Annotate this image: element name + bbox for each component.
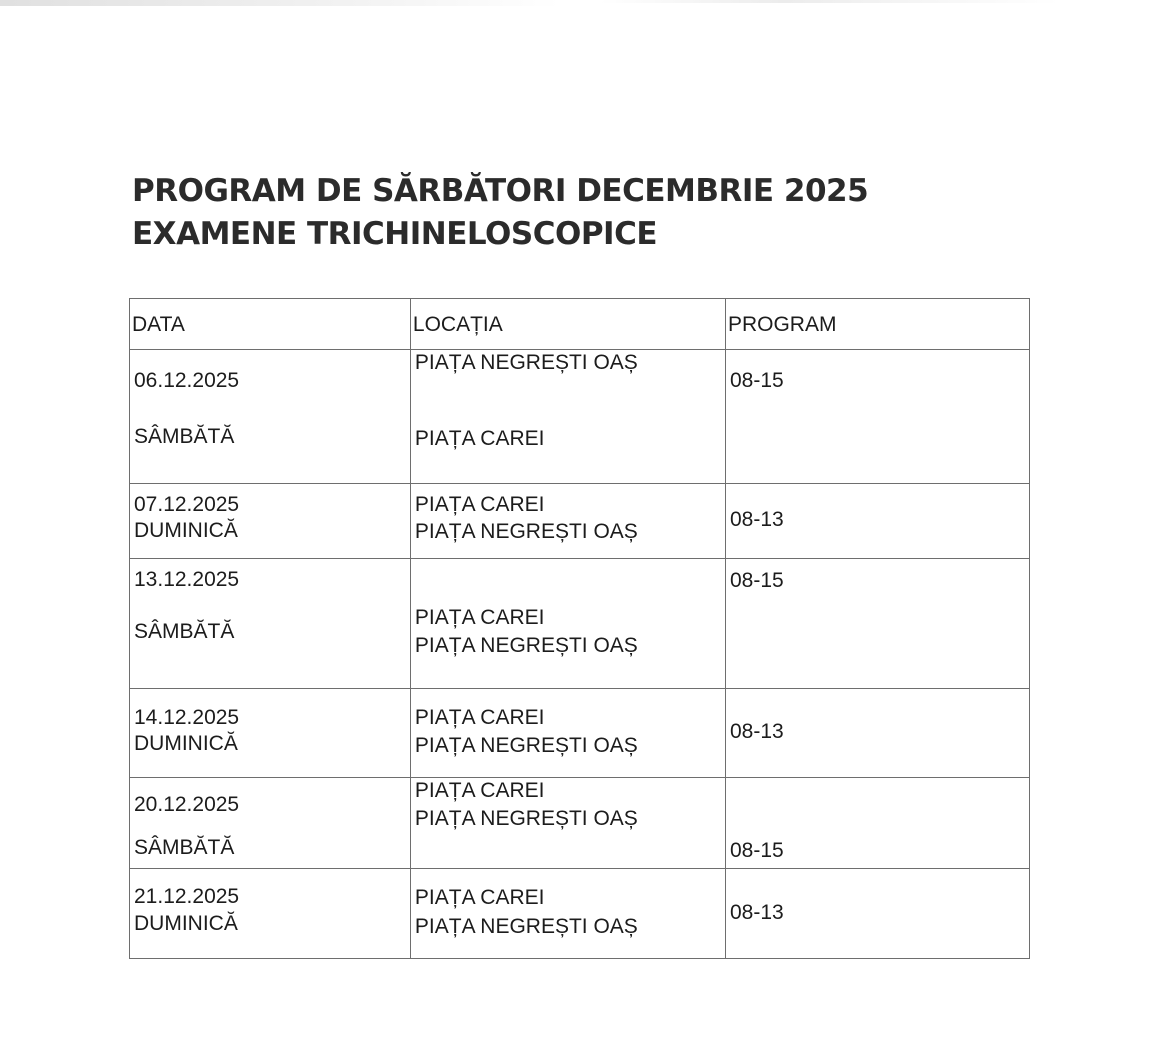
row-location: PIAȚA CAREI — [414, 493, 545, 516]
table-row — [130, 778, 1030, 869]
row-day: SÂMBĂTĂ — [134, 425, 235, 448]
row-location: PIAȚA NEGREȘTI OAȘ — [414, 734, 638, 757]
table-header-row — [130, 299, 1030, 350]
row-program: 08-13 — [729, 901, 784, 924]
date-cell — [130, 689, 411, 778]
location-cell — [410, 559, 725, 689]
location-cell — [410, 350, 725, 484]
row-program: 08-13 — [729, 720, 784, 743]
table-row — [130, 350, 1030, 484]
date-cell — [130, 484, 411, 559]
row-program: 08-15 — [729, 839, 784, 862]
row-day: SÂMBĂTĂ — [134, 836, 235, 859]
row-date: 13.12.2025 — [134, 568, 240, 591]
program-cell — [725, 350, 1029, 484]
row-program: 08-15 — [729, 569, 784, 592]
date-cell — [130, 350, 411, 484]
table-row — [130, 484, 1030, 559]
row-day: DUMINICĂ — [134, 519, 238, 542]
row-date: 06.12.2025 — [134, 369, 240, 392]
program-cell — [725, 778, 1029, 869]
table-row — [130, 869, 1030, 959]
location-cell — [410, 484, 725, 559]
header-location: LOCAȚIA — [410, 299, 725, 350]
program-cell — [725, 869, 1029, 959]
row-day: DUMINICĂ — [134, 732, 238, 755]
row-location: PIAȚA CAREI — [414, 706, 545, 729]
row-day: SÂMBĂTĂ — [134, 620, 235, 643]
row-date: 21.12.2025 — [134, 885, 240, 908]
scan-artifact — [0, 0, 560, 6]
row-location: PIAȚA NEGREȘTI OAȘ — [414, 634, 638, 657]
row-location: PIAȚA CAREI — [414, 427, 545, 450]
row-location: PIAȚA CAREI — [414, 886, 545, 909]
row-location: PIAȚA CAREI — [414, 779, 545, 802]
title-line-1: PROGRAM DE SĂRBĂTORI DECEMBRIE 2025 — [132, 173, 869, 209]
header-program: PROGRAM — [725, 299, 1029, 350]
schedule-table — [129, 298, 1030, 959]
date-cell — [130, 869, 411, 959]
program-cell — [725, 689, 1029, 778]
row-day: DUMINICĂ — [134, 912, 238, 935]
row-location: PIAȚA NEGREȘTI OAȘ — [414, 915, 638, 938]
date-cell — [130, 559, 411, 689]
date-cell — [130, 778, 411, 869]
location-cell — [410, 778, 725, 869]
scan-artifact — [600, 0, 1060, 3]
location-cell — [410, 689, 725, 778]
program-cell — [725, 484, 1029, 559]
header-date: DATA — [130, 299, 411, 350]
row-date: 20.12.2025 — [134, 793, 240, 816]
row-program: 08-13 — [729, 508, 784, 531]
row-location: PIAȚA NEGREȘTI OAȘ — [414, 351, 638, 374]
row-date: 07.12.2025 — [134, 493, 240, 516]
program-cell — [725, 559, 1029, 689]
table-row — [130, 689, 1030, 778]
location-cell — [410, 869, 725, 959]
row-location: PIAȚA NEGREȘTI OAȘ — [414, 520, 638, 543]
row-location: PIAȚA NEGREȘTI OAȘ — [414, 807, 638, 830]
title-line-2: EXAMENE TRICHINELOSCOPICE — [132, 216, 658, 252]
row-date: 14.12.2025 — [134, 706, 240, 729]
row-location: PIAȚA CAREI — [414, 606, 545, 629]
row-program: 08-15 — [729, 369, 784, 392]
table-row — [130, 559, 1030, 689]
page-title — [132, 170, 868, 256]
